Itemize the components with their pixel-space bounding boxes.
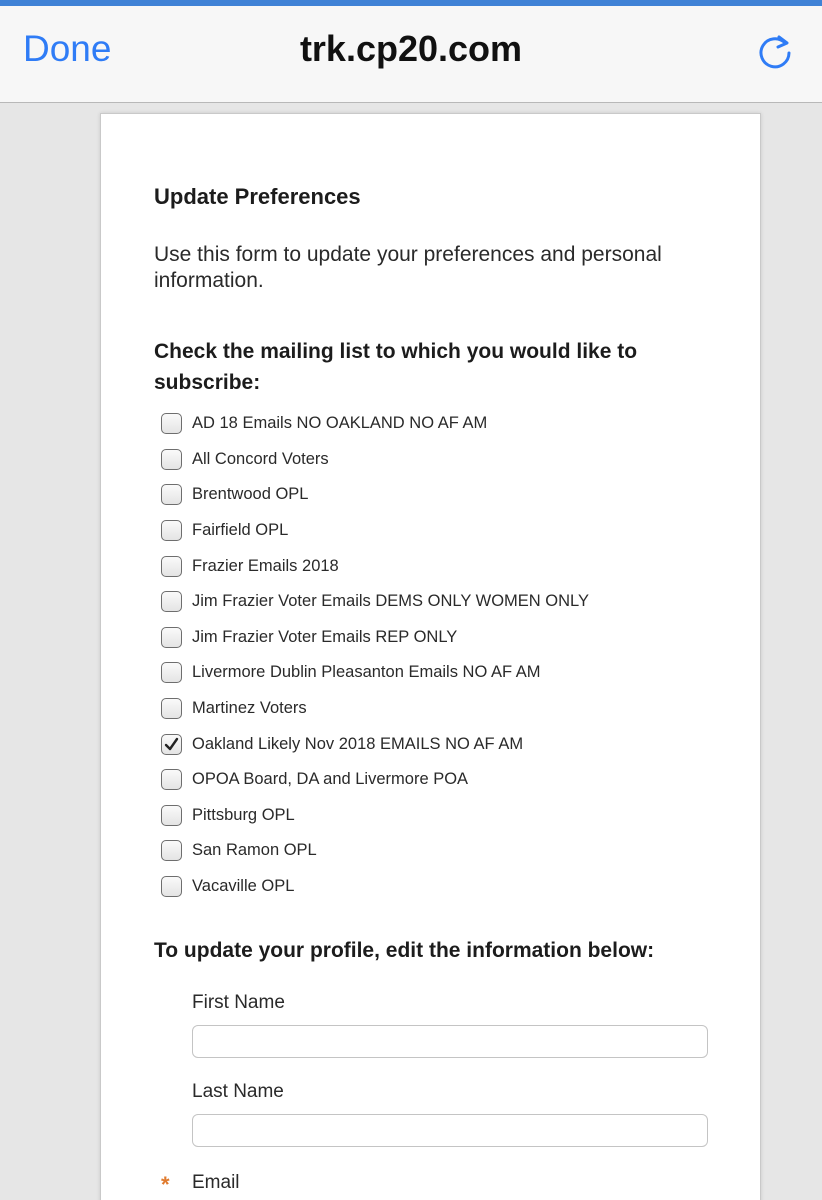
email-label: Email	[192, 1172, 240, 1193]
last-name-label: Last Name	[192, 1081, 284, 1102]
mailing-list-item[interactable]	[161, 548, 721, 584]
mailing-list-item[interactable]	[161, 833, 721, 869]
checkbox[interactable]	[161, 484, 182, 505]
mailing-list-label: AD 18 Emails NO OAKLAND NO AF AM	[192, 414, 488, 433]
checkbox[interactable]	[161, 413, 182, 434]
mailing-list-item[interactable]	[161, 869, 721, 905]
mailing-list-item[interactable]	[161, 442, 721, 478]
mailing-list-label: Jim Frazier Voter Emails DEMS ONLY WOMEN ONLY	[192, 592, 589, 611]
checkbox-checked[interactable]	[161, 734, 182, 755]
checkbox[interactable]	[161, 840, 182, 861]
checkbox[interactable]	[161, 698, 182, 719]
reload-icon[interactable]	[754, 30, 796, 72]
browser-nav-bar	[0, 6, 822, 103]
mailing-list	[161, 406, 721, 904]
mailing-list-label: Jim Frazier Voter Emails REP ONLY	[192, 627, 458, 646]
checkbox[interactable]	[161, 591, 182, 612]
checkbox[interactable]	[161, 662, 182, 683]
form-description: Use this form to update your preferences and personal information.	[154, 243, 662, 292]
mailing-list-label: All Concord Voters	[192, 449, 329, 468]
profile-heading: To update your profile, edit the information below:	[154, 939, 655, 962]
mailing-list-label: Pittsburg OPL	[192, 805, 295, 824]
mailing-list-item[interactable]	[161, 762, 721, 798]
checkbox[interactable]	[161, 769, 182, 790]
form-title: Update Preferences	[154, 184, 361, 209]
last-name-field[interactable]	[192, 1114, 708, 1147]
checkbox[interactable]	[161, 556, 182, 577]
mailing-list-label: OPOA Board, DA and Livermore POA	[192, 770, 469, 789]
mailing-list-label: San Ramon OPL	[192, 841, 317, 860]
mailing-list-label: Martinez Voters	[192, 699, 307, 718]
mailing-list-label: Brentwood OPL	[192, 485, 309, 504]
mailing-list-item[interactable]	[161, 798, 721, 834]
first-name-label: First Name	[192, 992, 285, 1013]
checkbox[interactable]	[161, 627, 182, 648]
checkbox[interactable]	[161, 520, 182, 541]
mailing-list-label: Livermore Dublin Pleasanton Emails NO AF AM	[192, 663, 541, 682]
mailing-list-item[interactable]	[161, 477, 721, 513]
mailing-list-item[interactable]	[161, 726, 721, 762]
mailing-list-item[interactable]	[161, 584, 721, 620]
checkmark-icon	[164, 737, 179, 752]
required-marker: *	[161, 1172, 170, 1197]
checkbox[interactable]	[161, 876, 182, 897]
mailing-list-item[interactable]	[161, 620, 721, 656]
mailing-list-label: Vacaville OPL	[192, 877, 295, 896]
mailing-list-item[interactable]	[161, 691, 721, 727]
done-button[interactable]: Done	[23, 28, 112, 69]
preferences-form-card	[100, 113, 761, 1200]
mailing-list-item[interactable]	[161, 513, 721, 549]
mailing-list-label: Frazier Emails 2018	[192, 556, 339, 575]
mailing-list-heading: Check the mailing list to which you would like to subscribe:	[154, 340, 638, 394]
checkbox[interactable]	[161, 805, 182, 826]
checkbox[interactable]	[161, 449, 182, 470]
page-url-title: trk.cp20.com	[299, 28, 523, 69]
mailing-list-item[interactable]	[161, 655, 721, 691]
first-name-field[interactable]	[192, 1025, 708, 1058]
mailing-list-label: Oakland Likely Nov 2018 EMAILS NO AF AM	[192, 734, 524, 753]
mailing-list-item[interactable]	[161, 406, 721, 442]
mailing-list-label: Fairfield OPL	[192, 521, 289, 540]
